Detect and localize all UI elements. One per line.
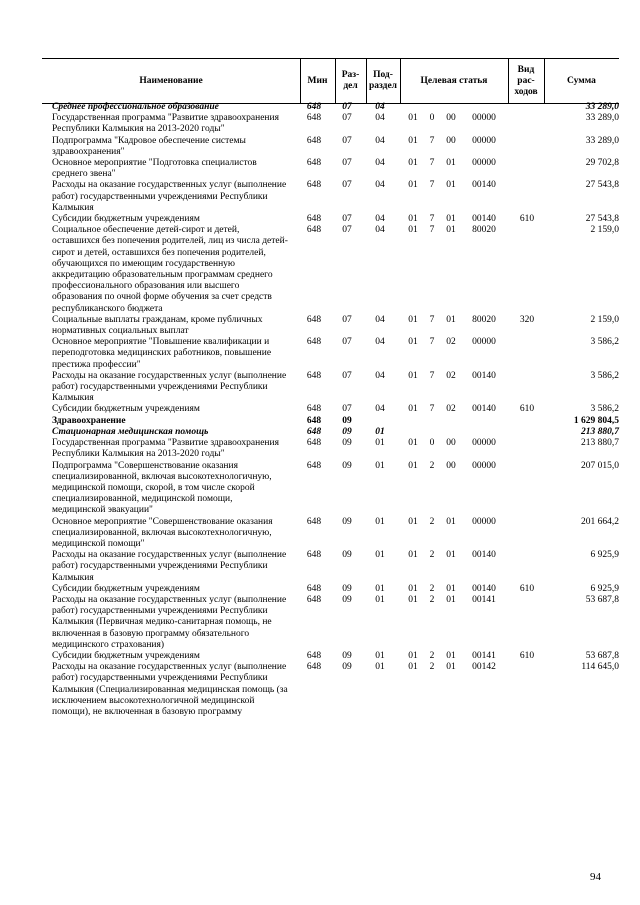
row-p3: 01 <box>446 225 456 236</box>
row-p4: 00000 <box>472 337 496 348</box>
row-name: Основное мероприятие "Повышение квалификации и переподготовка медицинских работников, повышение престижа профессии" <box>52 337 272 370</box>
row-p3: 01 <box>446 180 456 191</box>
row-p2: 7 <box>429 314 435 325</box>
row-sum: 3 586,2 <box>590 404 619 415</box>
row-name: Субсидии бюджетным учреждениям <box>52 583 200 594</box>
table-row <box>0 136 640 158</box>
row-min: 648 <box>306 583 322 594</box>
row-sum: 27 543,8 <box>585 180 619 191</box>
row-min: 648 <box>306 314 322 325</box>
row-rz: 07 <box>342 135 352 146</box>
row-p1: 01 <box>408 135 418 146</box>
row-name: Расходы на оказание государственных услуг (выполнение работ) государственными учреждениями Республики Калмыкия <box>52 180 287 213</box>
row-p4: 00000 <box>472 113 496 124</box>
row-p4: 00142 <box>472 662 496 673</box>
row-p4: 00140 <box>472 214 496 225</box>
row-min: 648 <box>306 180 322 191</box>
row-p1: 01 <box>408 650 418 661</box>
row-name: Расходы на оказание государственных услуг (выполнение работ) государственными учреждениями Республики Калмыкия <box>52 550 287 583</box>
row-name: Расходы на оказание государственных услуг (выполнение работ) государственными учреждениями Республики Калмыкия (Специализированная медицинская помощь (за исключением высокотехнологичной медицинской помощи), не включенная в базовую программу <box>52 662 288 717</box>
row-p1: 01 <box>408 113 418 124</box>
row-sum: 2 159,0 <box>590 225 619 236</box>
row-sum: 33 289,0 <box>585 102 619 112</box>
table-row <box>0 113 640 135</box>
row-sum: 114 645,0 <box>581 662 619 673</box>
row-rz: 07 <box>342 314 352 325</box>
row-p4: 00000 <box>472 516 496 527</box>
row-p3: 01 <box>446 158 456 169</box>
row-sum: 29 702,8 <box>585 158 619 169</box>
table-row <box>0 158 640 180</box>
table-row <box>0 517 640 551</box>
row-p4: 00000 <box>472 460 496 471</box>
header-celevaya-statya: Целевая статья <box>420 75 488 86</box>
row-min: 648 <box>306 460 322 471</box>
row-p1: 01 <box>408 460 418 471</box>
row-name: Подпрограмма "Кадровое обеспечение системы здравоохранения" <box>52 135 246 157</box>
row-sum: 1 629 804,5 <box>573 415 619 426</box>
table-row <box>0 180 640 214</box>
row-p4: 00141 <box>472 594 496 605</box>
table-row <box>0 315 640 337</box>
row-name: Государственная программа "Развитие здравоохранения Республики Калмыкия на 2013-2020 годы" <box>52 438 279 460</box>
row-sum: 33 289,0 <box>585 113 619 124</box>
row-p3: 00 <box>446 135 456 146</box>
row-prz: 04 <box>375 314 385 325</box>
row-p1: 01 <box>408 550 418 561</box>
row-min: 648 <box>306 225 322 236</box>
row-min: 648 <box>306 415 322 426</box>
row-name: Основное мероприятие "Совершенствование оказания специализированной, включая высокотехнологичную, медицинской помощи" <box>52 516 273 549</box>
row-name: Расходы на оказание государственных услуг (выполнение работ) государственными учреждениями Республики Калмыкия (Первичная медико-санитарная помощь, не включенная в базовую программу обязательного медицинского страхования) <box>52 594 287 650</box>
table-row <box>0 662 640 718</box>
row-name: Здравоохранение <box>52 415 126 426</box>
row-p2: 7 <box>429 370 435 381</box>
row-p1: 01 <box>408 214 418 225</box>
row-p2: 7 <box>429 158 435 169</box>
row-name: Расходы на оказание государственных услуг (выполнение работ) государственными учреждениями Республики Калмыкия <box>52 370 287 404</box>
row-rz: 09 <box>342 550 352 561</box>
table-body <box>0 102 640 718</box>
row-p3: 01 <box>446 594 456 605</box>
row-rz: 09 <box>342 460 352 471</box>
row-min: 648 <box>306 662 322 673</box>
row-p1: 01 <box>408 158 418 169</box>
row-p4: 80020 <box>472 314 496 325</box>
row-prz: 01 <box>375 550 385 561</box>
row-p3: 01 <box>446 650 456 661</box>
row-p2: 2 <box>429 650 435 661</box>
header-vid-rashodov: Вид рас- ходов <box>514 64 538 97</box>
table-row <box>0 371 640 405</box>
row-sum: 33 289,0 <box>585 135 619 146</box>
row-prz: 04 <box>375 158 385 169</box>
row-p3: 01 <box>446 583 456 594</box>
row-min: 648 <box>306 370 322 381</box>
row-p2: 2 <box>429 550 435 561</box>
row-p1: 01 <box>408 583 418 594</box>
row-p3: 01 <box>446 662 456 673</box>
row-p1: 01 <box>408 314 418 325</box>
row-p1: 01 <box>408 594 418 605</box>
row-min: 648 <box>306 438 322 449</box>
row-p3: 01 <box>446 516 456 527</box>
row-rz: 09 <box>342 516 352 527</box>
table-row <box>0 427 640 438</box>
row-p1: 01 <box>408 337 418 348</box>
row-name: Стационарная медицинская помощь <box>52 426 209 437</box>
row-p4: 00000 <box>472 438 496 449</box>
row-prz: 01 <box>375 650 385 661</box>
header-podrazdel: Под- раздел <box>368 70 398 91</box>
row-vid: 320 <box>519 314 535 325</box>
table-row <box>0 550 640 584</box>
row-sum: 207 015,0 <box>581 460 619 471</box>
row-rz: 09 <box>342 583 352 594</box>
row-prz: 01 <box>375 460 385 471</box>
row-rz: 07 <box>342 225 352 236</box>
row-rz: 07 <box>342 102 352 112</box>
row-p2: 2 <box>429 662 435 673</box>
row-p2: 0 <box>429 438 435 449</box>
row-p1: 01 <box>408 404 418 415</box>
row-rz: 07 <box>342 214 352 225</box>
row-name: Основное мероприятие "Подготовка специалистов среднего звена" <box>52 158 257 180</box>
row-p2: 2 <box>429 594 435 605</box>
row-name: Субсидии бюджетным учреждениям <box>52 214 200 225</box>
row-p4: 00140 <box>472 583 496 594</box>
row-min: 648 <box>306 404 322 415</box>
row-p4: 00140 <box>472 404 496 415</box>
row-p1: 01 <box>408 516 418 527</box>
row-min: 648 <box>306 214 322 225</box>
row-p1: 01 <box>408 370 418 381</box>
row-name: Социальное обеспечение детей-сирот и детей, оставшихся без попечения родителей, лиц из числа детей-сирот и детей, оставшихся без попечения родителей, обучающихся по имеющим государственную аккредитацию образовательным программам среднего профессионального образования или высшего образования по очной форме обучения за счет средств республиканского бюджета <box>52 225 288 314</box>
table-row <box>0 584 640 595</box>
row-rz: 07 <box>342 337 352 348</box>
row-rz: 07 <box>342 113 352 124</box>
row-sum: 3 586,2 <box>590 337 619 348</box>
row-min: 648 <box>306 550 322 561</box>
row-prz: 04 <box>375 135 385 146</box>
row-prz: 04 <box>375 337 385 348</box>
row-p3: 01 <box>446 214 456 225</box>
row-p1: 01 <box>408 180 418 191</box>
row-prz: 01 <box>375 438 385 449</box>
row-rz: 09 <box>342 594 352 605</box>
row-p3: 00 <box>446 113 456 124</box>
row-p3: 01 <box>446 314 456 325</box>
row-prz: 04 <box>375 370 385 381</box>
row-p4: 00140 <box>472 180 496 191</box>
row-name: Субсидии бюджетным учреждениям <box>52 650 200 661</box>
row-rz: 09 <box>342 426 352 437</box>
row-min: 648 <box>306 516 322 527</box>
row-prz: 04 <box>375 180 385 191</box>
row-min: 648 <box>306 158 322 169</box>
row-vid: 610 <box>519 650 535 661</box>
table-row <box>0 102 640 113</box>
table-row <box>0 416 640 427</box>
header-name: Наименование <box>139 75 203 86</box>
row-p1: 01 <box>408 225 418 236</box>
row-p3: 00 <box>446 460 456 471</box>
row-min: 648 <box>306 594 322 605</box>
row-prz: 04 <box>375 102 385 112</box>
row-prz: 04 <box>375 214 385 225</box>
row-p2: 7 <box>429 135 435 146</box>
row-p4: 00141 <box>472 650 496 661</box>
table-row <box>0 214 640 225</box>
row-rz: 07 <box>342 404 352 415</box>
row-prz: 01 <box>375 583 385 594</box>
row-min: 648 <box>306 426 322 437</box>
row-vid: 610 <box>519 404 535 415</box>
row-sum: 213 880,7 <box>581 426 619 437</box>
row-sum: 3 586,2 <box>590 370 619 381</box>
table-row <box>0 595 640 651</box>
row-p2: 7 <box>429 337 435 348</box>
row-name: Государственная программа "Развитие здравоохранения Республики Калмыкия на 2013-2020 годы" <box>52 113 279 135</box>
header-summa: Сумма <box>567 75 596 86</box>
row-p3: 02 <box>446 370 456 381</box>
row-p2: 7 <box>429 404 435 415</box>
row-name: Среднее профессиональное образование <box>52 102 219 112</box>
row-prz: 01 <box>375 426 385 437</box>
row-sum: 213 880,7 <box>581 438 619 449</box>
row-name: Социальные выплаты гражданам, кроме публичных нормативных социальных выплат <box>52 314 263 337</box>
row-min: 648 <box>306 135 322 146</box>
table-row <box>0 438 640 460</box>
row-min: 648 <box>306 650 322 661</box>
row-name: Субсидии бюджетным учреждениям <box>52 404 200 415</box>
row-sum: 27 543,8 <box>585 214 619 225</box>
row-vid: 610 <box>519 214 535 225</box>
row-p3: 02 <box>446 337 456 348</box>
table-row <box>0 225 640 315</box>
row-prz: 04 <box>375 225 385 236</box>
row-sum: 201 664,2 <box>581 516 619 527</box>
table-row <box>0 461 640 517</box>
row-p4: 00140 <box>472 370 496 381</box>
row-p2: 2 <box>429 516 435 527</box>
row-sum: 2 159,0 <box>590 314 619 325</box>
row-p2: 7 <box>429 225 435 236</box>
row-min: 648 <box>306 102 322 112</box>
row-p4: 00140 <box>472 550 496 561</box>
row-p1: 01 <box>408 662 418 673</box>
row-sum: 53 687,8 <box>585 650 619 661</box>
row-sum: 6 925,9 <box>590 550 619 561</box>
row-p2: 7 <box>429 214 435 225</box>
row-sum: 6 925,9 <box>590 583 619 594</box>
row-rz: 07 <box>342 180 352 191</box>
row-rz: 07 <box>342 158 352 169</box>
row-p4: 00000 <box>472 158 496 169</box>
table-row <box>0 404 640 415</box>
row-p4: 00000 <box>472 135 496 146</box>
row-rz: 09 <box>342 650 352 661</box>
row-p2: 2 <box>429 460 435 471</box>
row-rz: 09 <box>342 662 352 673</box>
row-rz: 09 <box>342 415 352 426</box>
header-min: Мин <box>307 75 328 86</box>
row-name: Подпрограмма "Совершенствование оказания специализированной, включая высокотехнологичную, медицинской помощи, скорой, в том числе скорой специализированной, медицинской помощи, медицинской эвакуации" <box>52 460 272 516</box>
row-p3: 00 <box>446 438 456 449</box>
row-rz: 09 <box>342 438 352 449</box>
row-p2: 0 <box>429 113 435 124</box>
row-vid: 610 <box>519 583 535 594</box>
row-prz: 04 <box>375 113 385 124</box>
row-prz: 04 <box>375 404 385 415</box>
row-sum: 53 687,8 <box>585 594 619 605</box>
row-p1: 01 <box>408 438 418 449</box>
row-prz: 01 <box>375 662 385 673</box>
row-p4: 80020 <box>472 225 496 236</box>
row-p2: 2 <box>429 583 435 594</box>
row-min: 648 <box>306 113 322 124</box>
row-rz: 07 <box>342 370 352 381</box>
row-prz: 01 <box>375 594 385 605</box>
table-header <box>42 58 619 104</box>
row-p3: 02 <box>446 404 456 415</box>
table-row <box>0 337 640 371</box>
row-prz: 01 <box>375 516 385 527</box>
row-min: 648 <box>306 337 322 348</box>
table-row <box>0 651 640 662</box>
row-p2: 7 <box>429 180 435 191</box>
page-number: 94 <box>590 871 601 883</box>
row-p3: 01 <box>446 550 456 561</box>
header-razdel: Раз- дел <box>341 70 360 91</box>
